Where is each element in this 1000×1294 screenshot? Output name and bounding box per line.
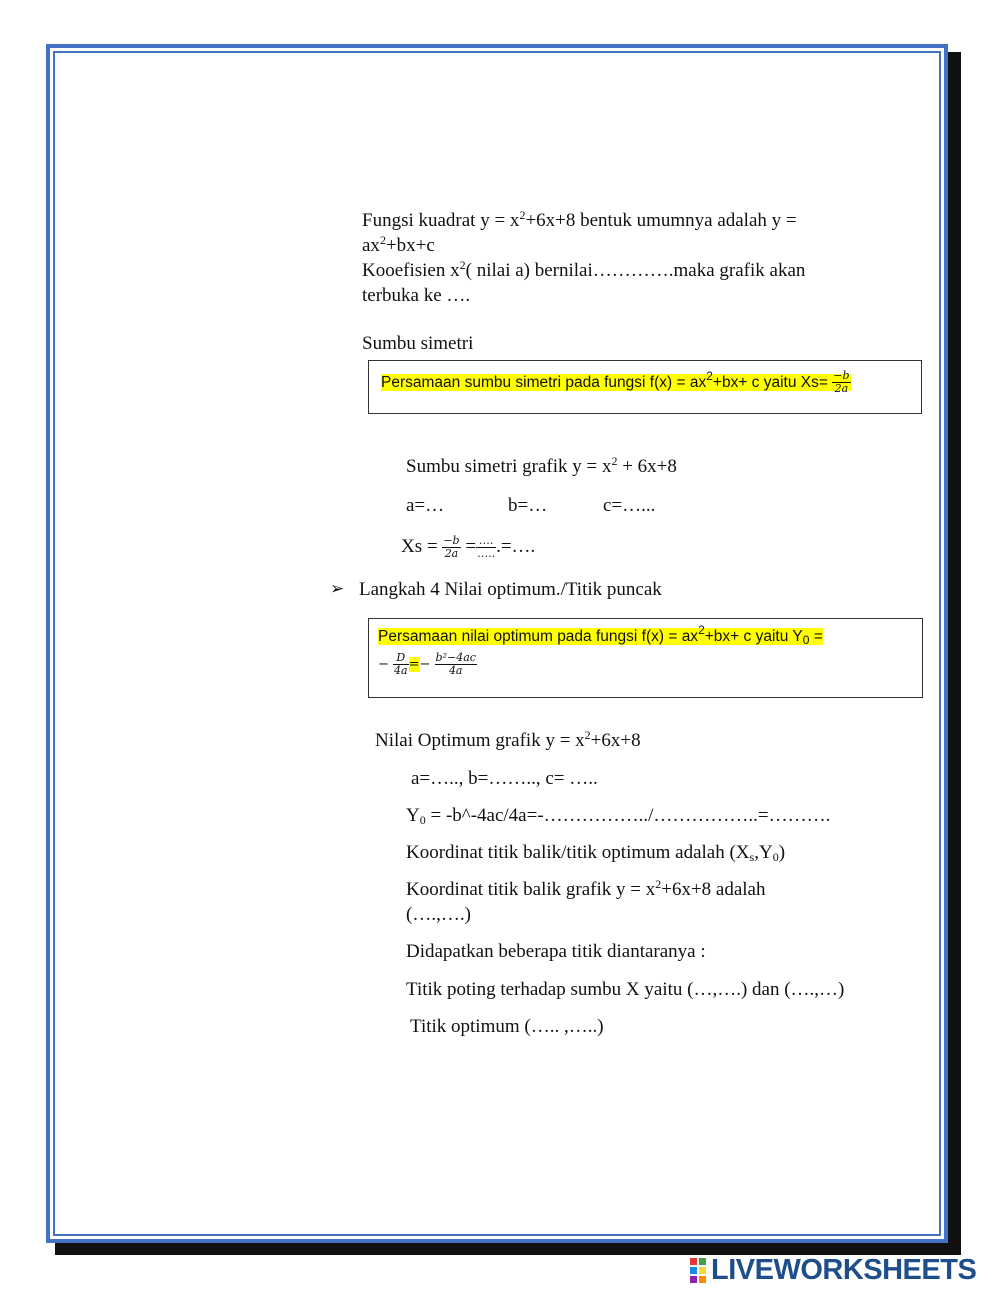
titik-optimum-blank[interactable]: Titik optimum (….. ,…..) (410, 1016, 604, 1037)
intro-line-4: terbuka ke …. (362, 285, 471, 306)
optimum-formula-line-2: − $\frac{D}{4a}$ =− $\frac{\text{b²−4ac}}{4a}$ (378, 651, 476, 677)
koordinat-definition: Koordinat titik balik/titik optimum adalah $(X_s,Y_0)$ (406, 842, 786, 864)
sumbu-formula-box (368, 360, 922, 414)
xs-blank-fraction[interactable]: $\frac{\dots.}{\dots..}$ (477, 534, 496, 561)
sumbu-formula: Persamaan sumbu simetri pada fungsi $f(x) = ax^2+bx+ c$ yaitu Xs= $\frac{-b}{2a}$ (381, 368, 850, 395)
bullet-arrow-icon: ➢ (330, 579, 345, 598)
intro-line-1: Fungsi kuadrat $y = x^2+6x+8$ bentuk umumnya adalah y = (362, 208, 797, 231)
titik-potong-blanks[interactable]: Titik poting terhadap sumbu X yaitu (…,….) dan (….,…) (406, 979, 845, 1000)
koordinat-blank[interactable]: (….,….) (406, 904, 471, 925)
optimum-abc-blanks[interactable]: a=….., b=…….., c= ….. (411, 768, 598, 789)
y0-formula[interactable]: $Y_0$ = -b^-4ac/4a=-……………../……………..=………. (406, 805, 831, 827)
sumbu-c-blank[interactable]: c=…... (603, 495, 656, 516)
didapatkan-text: Didapatkan beberapa titik diantaranya : (406, 941, 706, 962)
sumbu-heading: Sumbu simetri (362, 333, 474, 354)
frac-minus-b-over-2a: $\frac{-b}{2a}$ (833, 369, 850, 395)
langkah4-title: Langkah 4 Nilai optimum./Titik puncak (359, 579, 662, 600)
sumbu-b-blank[interactable]: b=… (508, 495, 548, 516)
liveworksheets-logo (690, 1255, 976, 1285)
koordinat-grafik: Koordinat titik balik grafik $y = x^2+6x+8$ adalah (406, 877, 766, 900)
optimum-formula-box (368, 618, 923, 698)
intro-line-3: Kooefisien $x^2$( nilai a) bernilai………….maka grafik akan (362, 258, 806, 281)
xs-formula: Xs = $\frac{-b}{2a}$ = $\frac{\dots.}{\dots..}$ .=…. (401, 534, 536, 561)
optimum-grafik: Nilai Optimum grafik $y = x^2+6x+8$ (375, 728, 641, 751)
intro-line-2: $ax^2+bx+c$ (362, 233, 435, 256)
sumbu-a-blank[interactable]: a=… (406, 495, 445, 516)
optimum-formula-line-1: Persamaan nilai optimum pada fungsi $f(x) = ax^2+bx+ c$ yaitu $Y_0$ = (378, 623, 823, 647)
liveworksheets-logo-icon (690, 1258, 706, 1283)
sumbu-grafik: Sumbu simetri grafik $y = x^2 + 6x+8$ (406, 454, 677, 477)
liveworksheets-logo-text: LIVEWORKSHEETS (711, 1253, 977, 1286)
